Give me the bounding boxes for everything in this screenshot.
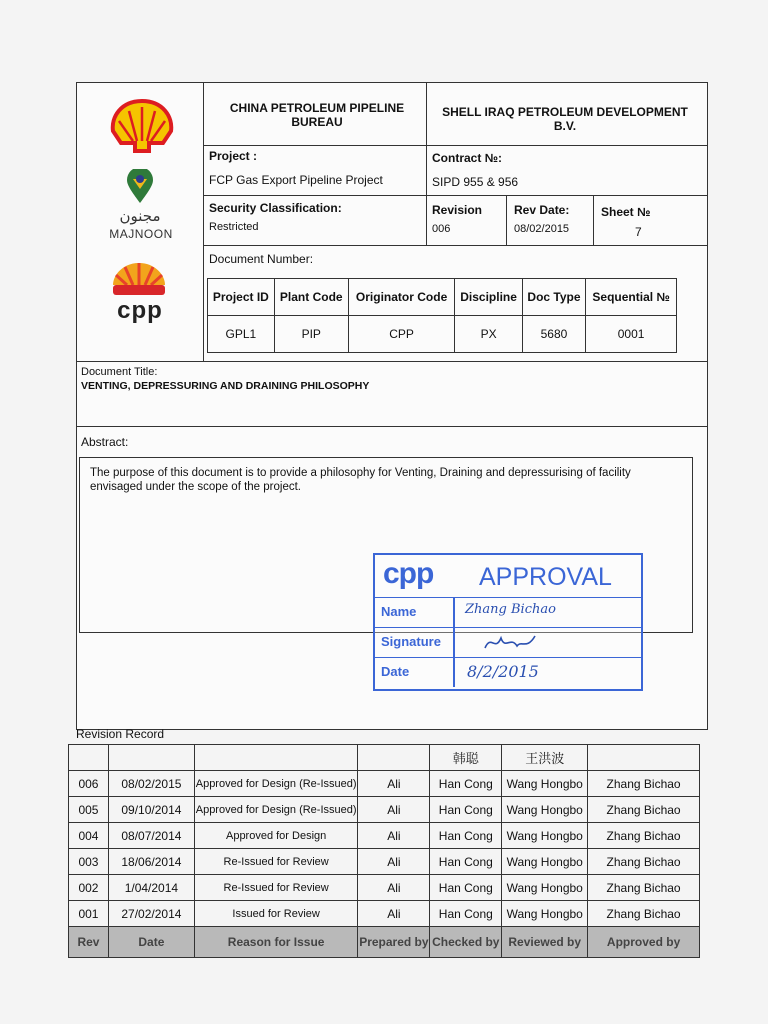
reviewed-cell: Wang Hongbo [502, 849, 588, 875]
company-right: SHELL IRAQ PETROLEUM DEVELOPMENT B.V. [442, 105, 688, 133]
rev-date-value: 08/02/2015 [514, 223, 570, 235]
security-value: Restricted [209, 221, 259, 233]
stamp-signature-scribble [481, 630, 541, 656]
rev-cell: 006 [69, 771, 109, 797]
date-cell: 1/04/2014 [108, 875, 194, 901]
reviewed-signature: 王洪波 [502, 745, 588, 771]
table-row [69, 771, 700, 797]
doc-code-value: 0001 [586, 316, 677, 353]
stamp-date-row [375, 657, 641, 688]
document-title-label: Document Title: [81, 366, 158, 378]
security-label: Security Classification: [209, 201, 342, 215]
prepared-cell: Ali [358, 797, 430, 823]
abstract-text: The purpose of this document is to provide a philosophy for Venting, Draining and depressurising of facility envisaged under the scope of the project. [90, 467, 631, 493]
majnoon-text: MAJNOON [109, 227, 173, 241]
doc-code-value-row [208, 316, 677, 353]
approved-cell: Zhang Bichao [588, 901, 700, 927]
footer-date: Date [108, 927, 194, 958]
checked-cell: Han Cong [430, 797, 502, 823]
sheet-value: 7 [635, 225, 642, 239]
revision-value: 006 [432, 223, 451, 235]
revision-label: Revision [432, 203, 483, 217]
table-row [69, 901, 700, 927]
stamp-date-value: 8/2/2015 [467, 662, 539, 681]
approved-cell: Zhang Bichao [588, 797, 700, 823]
checked-cell: Han Cong [430, 875, 502, 901]
approved-cell: Zhang Bichao [588, 875, 700, 901]
signature-row [69, 745, 700, 771]
reviewed-cell: Wang Hongbo [502, 823, 588, 849]
reason-cell: Approved for Design (Re-Issued) [194, 797, 358, 823]
rev-cell: 002 [69, 875, 109, 901]
footer-reason: Reason for Issue [194, 927, 358, 958]
shell-logo [107, 97, 177, 157]
doc-code-header: Sequential № [586, 279, 677, 316]
reason-cell: Approved for Design [194, 823, 358, 849]
date-cell: 09/10/2014 [108, 797, 194, 823]
stamp-name-row [375, 597, 641, 628]
abstract-section [77, 427, 707, 729]
document-number-table [207, 278, 677, 353]
table-row [69, 823, 700, 849]
document-header [77, 83, 707, 362]
date-cell: 27/02/2014 [108, 901, 194, 927]
date-cell: 08/07/2014 [108, 823, 194, 849]
approved-cell: Zhang Bichao [588, 849, 700, 875]
document-sheet [76, 82, 708, 730]
revision-record-table [68, 744, 700, 958]
contract-label: Contract №: [432, 151, 503, 165]
reason-cell: Re-Issued for Review [194, 849, 358, 875]
doc-code-header: Plant Code [274, 279, 348, 316]
stamp-name-value: Zhang Bichao [465, 602, 556, 617]
doc-code-header: Originator Code [348, 279, 455, 316]
doc-code-value: 5680 [522, 316, 585, 353]
doc-number-label: Document Number: [209, 252, 314, 266]
stamp-logo: cpp [383, 557, 434, 590]
doc-code-value: GPL1 [208, 316, 275, 353]
reason-cell: Re-Issued for Review [194, 875, 358, 901]
footer-rev: Rev [69, 927, 109, 958]
contract-value: SIPD 955 & 956 [432, 175, 519, 189]
project-value: FCP Gas Export Pipeline Project [209, 173, 383, 187]
date-cell: 08/02/2015 [108, 771, 194, 797]
reason-cell: Approved for Design (Re-Issued) [194, 771, 358, 797]
revision-footer-row [69, 927, 700, 958]
reviewed-cell: Wang Hongbo [502, 797, 588, 823]
revision-record-label: Revision Record [76, 727, 165, 741]
footer-reviewed: Reviewed by [502, 927, 588, 958]
rev-cell: 004 [69, 823, 109, 849]
rev-cell: 003 [69, 849, 109, 875]
table-row [69, 849, 700, 875]
stamp-name-label: Name [381, 604, 417, 619]
footer-approved: Approved by [588, 927, 700, 958]
table-row [69, 797, 700, 823]
cpp-logo-text: cpp [117, 297, 163, 324]
doc-code-value: PX [455, 316, 522, 353]
checked-cell: Han Cong [430, 849, 502, 875]
majnoon-logo-icon [125, 169, 155, 205]
doc-code-header: Discipline [455, 279, 522, 316]
checked-cell: Han Cong [430, 823, 502, 849]
footer-checked: Checked by [430, 927, 502, 958]
checked-cell: Han Cong [430, 901, 502, 927]
prepared-cell: Ali [358, 771, 430, 797]
rev-cell: 005 [69, 797, 109, 823]
footer-prepared: Prepared by [358, 927, 430, 958]
approved-cell: Zhang Bichao [588, 823, 700, 849]
document-title-section [77, 362, 707, 427]
checked-signature: 韩聪 [430, 745, 502, 771]
reason-cell: Issued for Review [194, 901, 358, 927]
checked-cell: Han Cong [430, 771, 502, 797]
table-row [69, 875, 700, 901]
approved-cell: Zhang Bichao [588, 771, 700, 797]
prepared-cell: Ali [358, 849, 430, 875]
reviewed-cell: Wang Hongbo [502, 901, 588, 927]
sheet-label: Sheet № [601, 205, 651, 219]
project-label: Project : [209, 149, 258, 163]
company-left: CHINA PETROLEUM PIPELINE BUREAU [229, 101, 405, 129]
stamp-signature-label: Signature [381, 634, 441, 649]
cpp-logo-icon [111, 261, 167, 301]
rev-date-label: Rev Date: [514, 203, 570, 217]
stamp-signature-row [375, 627, 641, 658]
doc-code-header: Doc Type [522, 279, 585, 316]
doc-code-header: Project ID [208, 279, 275, 316]
reviewed-cell: Wang Hongbo [502, 771, 588, 797]
doc-code-value: PIP [274, 316, 348, 353]
abstract-label: Abstract: [81, 435, 129, 449]
document-title: VENTING, DEPRESSURING AND DRAINING PHILOSOPHY [81, 380, 370, 392]
reviewed-cell: Wang Hongbo [502, 875, 588, 901]
prepared-cell: Ali [358, 901, 430, 927]
stamp-title: APPROVAL [479, 563, 612, 591]
prepared-cell: Ali [358, 823, 430, 849]
date-cell: 18/06/2014 [108, 849, 194, 875]
doc-code-value: CPP [348, 316, 455, 353]
stamp-date-label: Date [381, 664, 410, 679]
prepared-cell: Ali [358, 875, 430, 901]
majnoon-arabic-text: مجنون [119, 207, 161, 225]
approval-stamp [373, 553, 643, 691]
rev-cell: 001 [69, 901, 109, 927]
logo-column [77, 83, 204, 361]
doc-code-header-row [208, 279, 677, 316]
